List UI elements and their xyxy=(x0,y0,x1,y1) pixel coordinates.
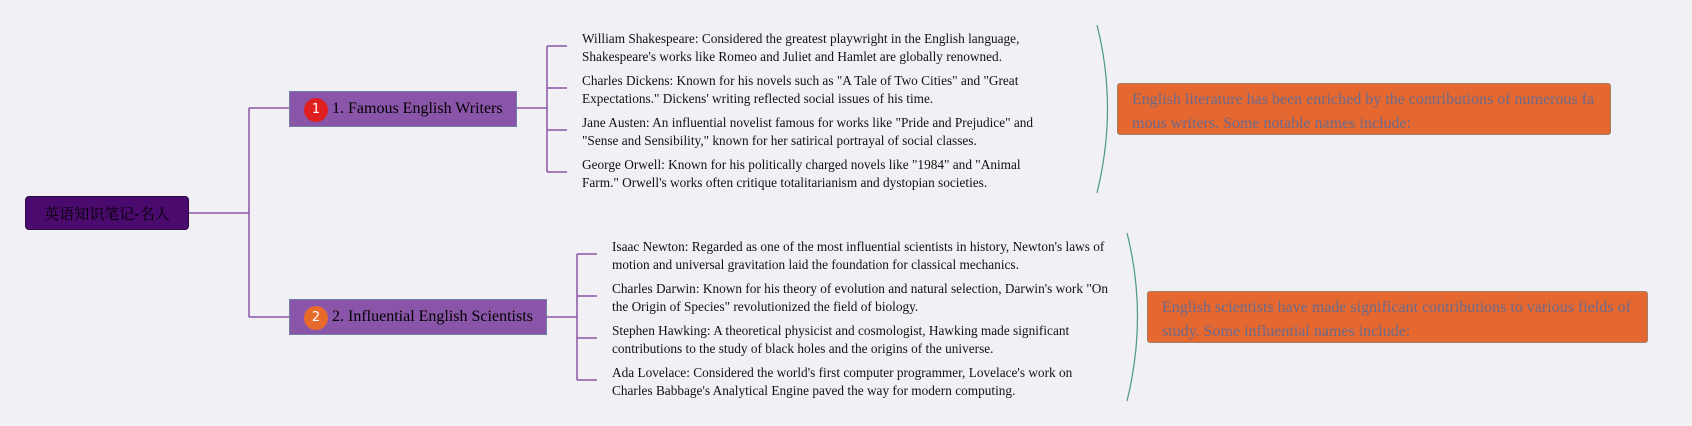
leaf-lovelace[interactable]: Ada Lovelace: Considered the world's first computer programmer, Lovelace's work on Charles Babbage's Analytical Engine paved the way for modern computing. xyxy=(612,365,1073,398)
leaf-newton[interactable]: Isaac Newton: Regarded as one of the most influential scientists in history, Newton's laws of motion and universal gravitation laid the foundation for classical mechanics. xyxy=(612,239,1105,272)
summary-brace-2 xyxy=(1127,233,1138,401)
branch-label: 2. Influential English Scientists xyxy=(332,308,533,325)
summary-scientists[interactable]: English scientists have made significant contributions to various fields of study. Some influential names include: xyxy=(1147,291,1648,343)
leaf-orwell[interactable]: George Orwell: Known for his politically charged novels like "1984" and "Animal Farm." Orwell's works often critique totalitarianism and dystopian societies. xyxy=(582,157,1021,190)
branch-2-connector xyxy=(547,254,597,380)
branch-topic-writers[interactable] xyxy=(289,91,517,127)
leaf-hawking[interactable]: Stephen Hawking: A theoretical physicist and cosmologist, Hawking made significant contributions to the study of black holes and the origins of the universe. xyxy=(612,323,1070,356)
root-topic[interactable]: 英语知识笔记-名人 xyxy=(25,196,189,230)
leaf-dickens[interactable]: Charles Dickens: Known for his novels such as "A Tale of Two Cities" and "Great Expectations." Dickens' writing reflected social issues of his time. xyxy=(582,73,1019,106)
leaf-darwin[interactable]: Charles Darwin: Known for his theory of evolution and natural selection, Darwin's work "On the Origin of Species" revolutionized the field of biology. xyxy=(612,281,1109,314)
leaf-austen[interactable]: Jane Austen: An influential novelist famous for works like "Pride and Prejudice" and "Sense and Sensibility," known for her satirical portrayal of social classes. xyxy=(582,115,1034,148)
marker-number-1-icon: 1 xyxy=(304,98,328,122)
leaf-shakespeare[interactable]: William Shakespeare: Considered the greatest playwright in the English language, Shakespeare's works like Romeo and Juliet and Hamlet are globally renowned. xyxy=(582,31,1020,64)
marker-number-2-icon: 2 xyxy=(304,306,328,330)
branch-topic-scientists[interactable] xyxy=(289,299,547,335)
summary-writers[interactable]: English literature has been enriched by the contributions of numerous famous writers. Some notable names include: xyxy=(1117,83,1611,135)
branch-1-connector xyxy=(517,46,567,172)
summary-brace-1 xyxy=(1097,25,1108,193)
branch-label: 1. Famous English Writers xyxy=(332,100,503,117)
root-connector xyxy=(189,108,289,317)
